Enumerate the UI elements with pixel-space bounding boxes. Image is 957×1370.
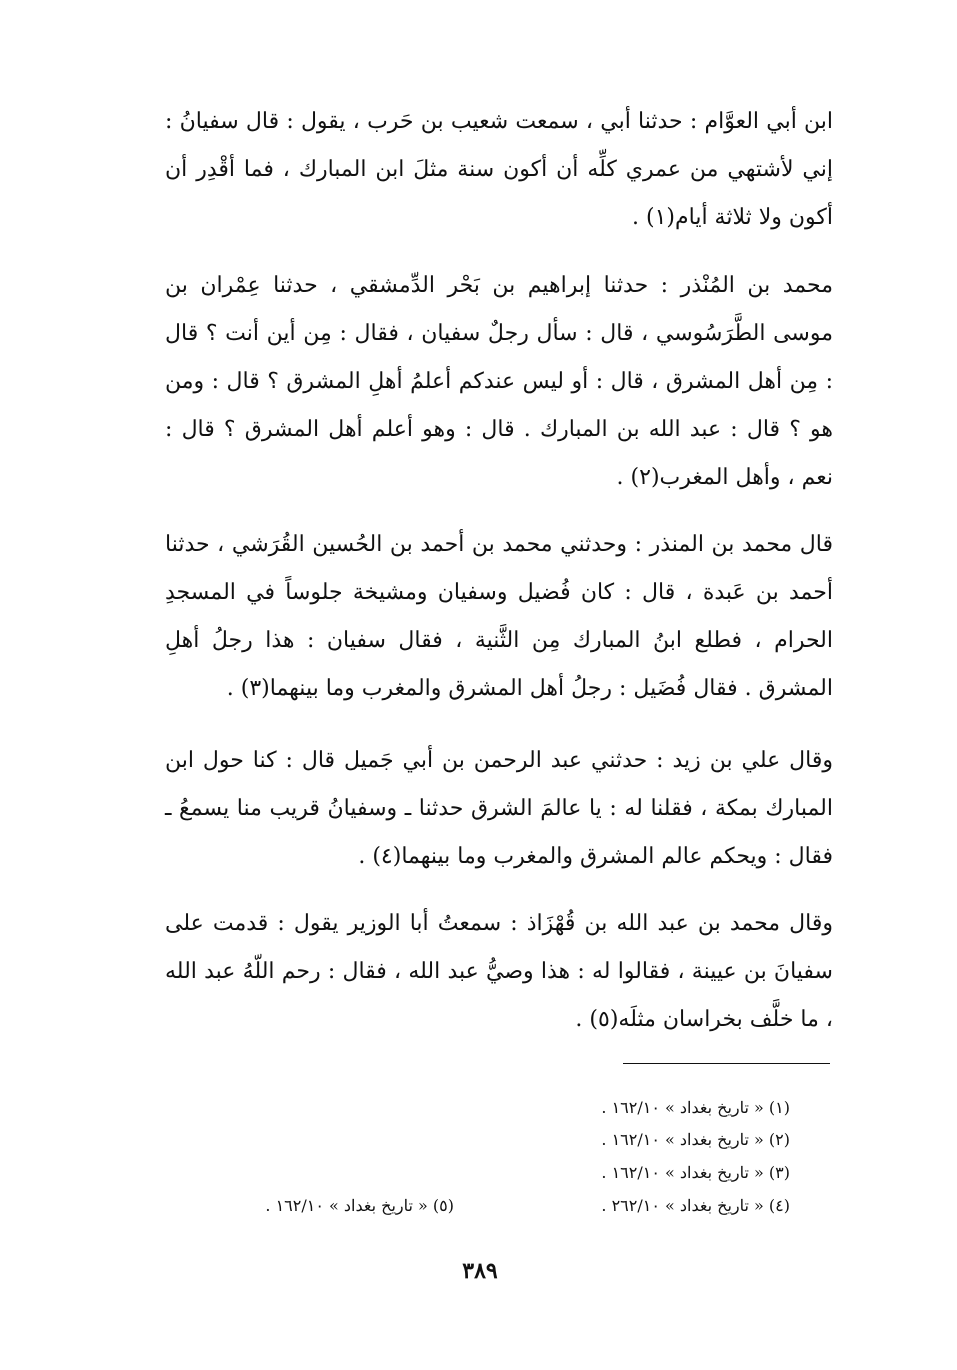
paragraph-2: محمد بن المُنْذر : حدثنا إبراهيم بن بَحْر الدِّمشقي ، حدثنا عِمْران بن موسى الطَّرَسُوسي ، قال : سأل رجلٌ سفيان ، فقال : مِن أين أنت ؟ قال : مِن أهل المشرق ، قال : أو ليس عندكم أعلمُ أهلِ المشرق ؟ قال : ومن هو ؟ قال : عبد الله بن المبارك . قال : وهو أعلم أهل المشرق ؟ قال : نعم ، وأهل المغرب(٢) .	[165, 273, 833, 490]
footnote-4: (٤) « تاريخ بغداد » ٢٦٢/١٠ .	[601, 1196, 790, 1215]
footnote-divider	[623, 1063, 830, 1064]
paragraph-5-block	[165, 900, 833, 1044]
paragraph-1: ابن أبي العوَّام : حدثنا أبي ، سمعت شعيب بن حَرب ، يقول : قال سفيانُ : إني لأشتهي من عمري كلِّه أن أكون سنة مثلَ ابن المبارك ، فما أقْدِر أن أكون ولا ثلاثة أيام(١) .	[165, 109, 833, 230]
paragraph-4: وقال علي بن زيد : حدثني عبد الرحمن بن أبي جَميل قال : كنا حول ابن المبارك بمكة ، فقلنا له : يا عالمَ الشرق حدثنا ـ وسفيانُ قريب منا يسمعُ ـ فقال : ويحكم عالم المشرق والمغرب وما بينهما(٤) .	[165, 748, 833, 869]
paragraph-3-block	[165, 521, 833, 713]
paragraph-2-block	[165, 262, 833, 502]
footnote-2: (٢) « تاريخ بغداد » ١٦٢/١٠ .	[601, 1130, 790, 1149]
paragraph-4-block	[165, 737, 833, 881]
footnote-5: (٥) « تاريخ بغداد » ١٦٢/١٠ .	[265, 1196, 454, 1215]
paragraph-1-block	[165, 98, 833, 242]
paragraph-3: قال محمد بن المنذر : وحدثني محمد بن أحمد بن الحُسين القُرَشي ، حدثنا أحمد بن عَبدة ، قال : كان فُضيل وسفيان ومشيخة جلوساً في المسجدِ الحرام ، فطلع ابنُ المبارك مِن الثَّنية ، فقال سفيان : هذا رجلُ أهلِ المشرق . فقال فُضَيل : رجلُ أهل المشرق والمغرب وما بينهما(٣) .	[165, 532, 833, 701]
page-number: ٣٨٩	[462, 1258, 498, 1284]
footnote-3: (٣) « تاريخ بغداد » ١٦٢/١٠ .	[601, 1163, 790, 1182]
footnote-1: (١) « تاريخ بغداد » ١٦٢/١٠ .	[601, 1098, 790, 1117]
paragraph-5: وقال محمد بن عبد الله بن قُهْزَاذ : سمعتُ أبا الوزير يقول : قدمت على سفيانَ بن عيينة ، فقالوا له : هذا وصيُّ عبد الله ، فقال : رحم اللّهُ عبد الله ، ما خلَّف بخراسان مثلَه(٥) .	[165, 911, 833, 1032]
